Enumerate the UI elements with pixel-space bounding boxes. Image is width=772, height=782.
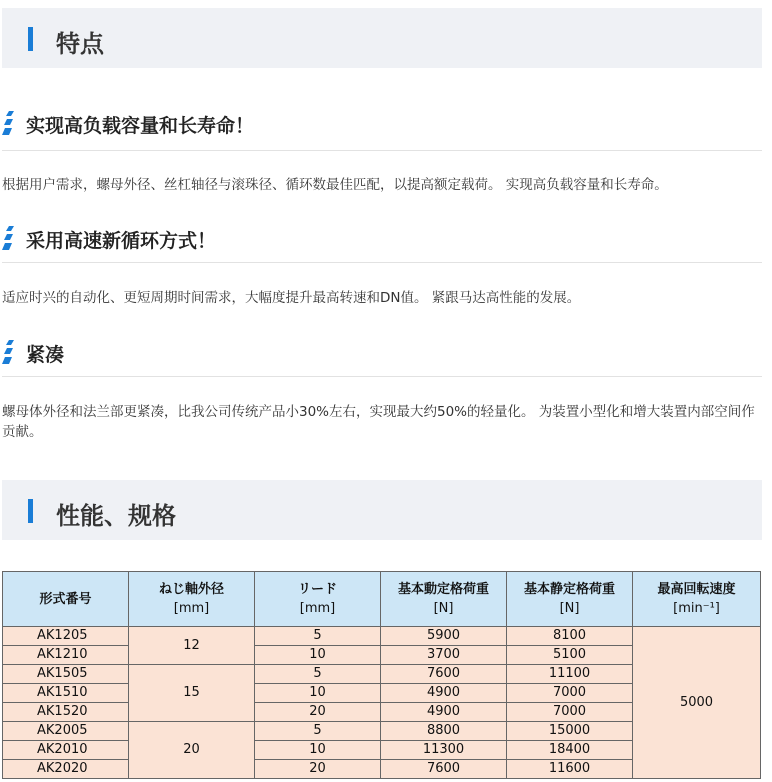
feature-title: 采用高速新循环方式！ — [26, 230, 217, 252]
cell-lead: 10 — [255, 646, 381, 665]
header-dynamic-load: 基本動定格荷重 [N] — [381, 572, 507, 627]
cell-model: AK1520 — [3, 703, 129, 722]
section-title: 特点 — [56, 30, 104, 58]
feature-heading — [2, 340, 762, 380]
cell-dynamic-load: 11300 — [381, 741, 507, 760]
divider — [2, 262, 762, 263]
cell-shaft-diameter: 20 — [129, 722, 255, 779]
section-accent-bar — [28, 499, 33, 523]
feature-description: 根据用户需求，螺母外径、丝杠轴径与滚珠径、循环数最佳匹配，以提高额定载荷。 实现高负载容量和长寿命。 — [2, 177, 668, 193]
cell-dynamic-load: 5900 — [381, 627, 507, 646]
cell-model: AK2020 — [3, 760, 129, 779]
section-title: 性能、规格 — [56, 502, 176, 530]
stripe-icon — [2, 111, 16, 139]
feature-description: 螺母体外径和法兰部更紧凑，比我公司传统产品小30%左右，实现最大约50%的轻量化。 为装置小型化和增大装置内部空间作贡献。 — [2, 404, 755, 440]
cell-dynamic-load: 4900 — [381, 684, 507, 703]
cell-dynamic-load: 3700 — [381, 646, 507, 665]
section-accent-bar — [28, 27, 33, 51]
cell-shaft-diameter: 12 — [129, 627, 255, 665]
cell-lead: 10 — [255, 684, 381, 703]
cell-lead: 20 — [255, 760, 381, 779]
feature-title: 实现高负载容量和长寿命！ — [26, 115, 255, 137]
stripe-icon — [2, 226, 16, 254]
header-shaft-diameter: ねじ軸外径 [mm] — [129, 572, 255, 627]
cell-static-load: 8100 — [507, 627, 633, 646]
header-static-load: 基本静定格荷重 [N] — [507, 572, 633, 627]
specs-section-header — [2, 480, 762, 540]
features-section-header — [2, 8, 762, 68]
cell-static-load: 11100 — [507, 665, 633, 684]
cell-model: AK2010 — [3, 741, 129, 760]
cell-dynamic-load: 8800 — [381, 722, 507, 741]
header-model: 形式番号 — [3, 572, 129, 627]
cell-model: AK2005 — [3, 722, 129, 741]
feature-heading — [2, 226, 762, 266]
table-header-row — [3, 572, 761, 627]
feature-heading — [2, 111, 762, 151]
cell-lead: 5 — [255, 665, 381, 684]
cell-dynamic-load: 4900 — [381, 703, 507, 722]
cell-lead: 20 — [255, 703, 381, 722]
cell-static-load: 7000 — [507, 684, 633, 703]
stripe-icon — [2, 340, 16, 368]
cell-dynamic-load: 7600 — [381, 760, 507, 779]
feature-description: 适应时兴的自动化、更短周期时间需求，大幅度提升最高转速和DN值。 紧跟马达高性能的发展。 — [2, 290, 581, 306]
cell-model: AK1505 — [3, 665, 129, 684]
cell-static-load: 5100 — [507, 646, 633, 665]
table-row — [3, 627, 761, 646]
cell-lead: 5 — [255, 722, 381, 741]
cell-model: AK1210 — [3, 646, 129, 665]
cell-max-speed: 5000 — [633, 627, 761, 779]
header-max-speed: 最高回転速度 [min⁻¹] — [633, 572, 761, 627]
cell-lead: 5 — [255, 627, 381, 646]
cell-static-load: 7000 — [507, 703, 633, 722]
feature-title: 紧凑 — [26, 344, 65, 366]
divider — [2, 376, 762, 377]
cell-dynamic-load: 7600 — [381, 665, 507, 684]
cell-static-load: 15000 — [507, 722, 633, 741]
cell-static-load: 11600 — [507, 760, 633, 779]
cell-model: AK1205 — [3, 627, 129, 646]
cell-lead: 10 — [255, 741, 381, 760]
header-lead: リード [mm] — [255, 572, 381, 627]
cell-model: AK1510 — [3, 684, 129, 703]
spec-table — [2, 571, 761, 779]
cell-shaft-diameter: 15 — [129, 665, 255, 722]
divider — [2, 150, 762, 151]
cell-static-load: 18400 — [507, 741, 633, 760]
